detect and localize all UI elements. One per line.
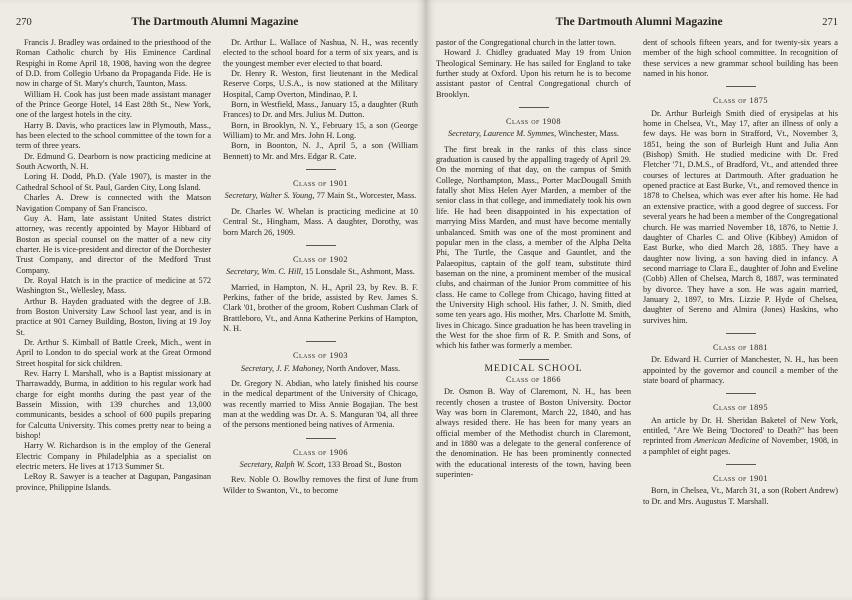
news-item: pastor of the Congregational church in the latter town. bbox=[436, 38, 616, 47]
right-running-head bbox=[436, 16, 838, 38]
right-col-2 bbox=[643, 38, 838, 507]
news-item: Dr. Royal Hatch is in the practice of medicine at 572 Washington St., Wellesley, Mass. bbox=[16, 275, 211, 296]
section-divider bbox=[306, 169, 336, 170]
news-item: Rev. Harry I. Marshall, who is a Baptist missionary at Tharrawaddy, Burma, in addition to his regular work had charge for eight months during the past year of the Bassein Mission, with 139 churches and 13,000 communicants, besides a school of 600 pupils preparing for Calcutta University. This comes pretty near to being a bishop! bbox=[16, 369, 211, 441]
medical-school-heading: MEDICAL SCHOOL bbox=[484, 362, 583, 374]
left-running-title: The Dartmouth Alumni Magazine bbox=[131, 16, 299, 28]
class-secretary-1906: Secretary, Ralph W. Scott, 133 Broad St., Boston bbox=[239, 460, 402, 469]
class-secretary-1902: Secretary, Wm. C. Hill, 15 Lonsdale St., Ashmont, Mass. bbox=[226, 267, 415, 277]
news-item: Harry W. Richardson is in the employ of the General Electric Company in Philadelphia as a specialist on electric meters. He lives at 1713 Summer St. bbox=[16, 441, 211, 472]
section-divider bbox=[519, 359, 549, 360]
section-divider bbox=[726, 464, 756, 465]
news-item: Born, in Chelsea, Vt., March 31, a son (Robert Andrew) to Dr. and Mrs. Augustus T. Marshall. bbox=[643, 486, 838, 506]
news-item: Born, in Boonton, N. J., April 5, a son (William Bennett) to Mr. and Mrs. Edgar R. Cate. bbox=[223, 141, 418, 161]
class-secretary-1908: Secretary, Laurence M. Symmes, Winchester, Mass. bbox=[448, 129, 619, 139]
news-item: Rev. Noble O. Bowlby removes the first of June from Wilder to Swanton, Vt., to become bbox=[223, 475, 418, 495]
news-item: Dr. Edward H. Currier of Manchester, N. H., has been appointed by the governor and council a member of the state board of pharmacy. bbox=[643, 355, 838, 385]
class-heading-1903: Class of 1903 bbox=[292, 351, 349, 361]
left-running-head bbox=[16, 16, 418, 38]
right-columns bbox=[436, 38, 838, 507]
class-heading-1881: Class of 1881 bbox=[712, 342, 769, 352]
section-divider bbox=[726, 333, 756, 334]
right-running-title: The Dartmouth Alumni Magazine bbox=[555, 16, 723, 28]
news-item: Born, in Brooklyn, N. Y., February 15, a son (George William) to Mr. and Mrs. John H. Long. bbox=[223, 120, 418, 141]
news-item: Dr. Charles W. Whelan is practicing medicine at 10 Central St., Hingham, Mass. A daughter, Dorothy, was born March 26, 1909. bbox=[223, 206, 418, 237]
right-col-1 bbox=[436, 38, 631, 507]
section-divider bbox=[726, 86, 756, 87]
class-heading-1875: Class of 1875 bbox=[712, 96, 769, 106]
news-item: Married, in Hampton, N. H., April 23, by Rev. B. F. Perkins, father of the bride, assisted by Rev. James S. Clark '01, brother of the groom, Robert Cushman Clark of Brattleboro, Vt., and Anna Katherine Perkins of Hampton, N. H. bbox=[223, 282, 418, 333]
news-item: Dr. Edmund G. Dearborn is now practicing medicine at South Acworth, N. H. bbox=[16, 151, 211, 172]
news-item: William H. Cook has just been made assistant manager of the Prince George Hotel, 14 East 28th St., New York, one of the largest hotels in the city. bbox=[16, 89, 211, 120]
left-col-2 bbox=[223, 38, 418, 496]
right-page-number: 271 bbox=[822, 17, 838, 28]
section-divider bbox=[306, 245, 336, 246]
left-page-number: 270 bbox=[16, 17, 32, 28]
class-heading-1901-medical: Class of 1901 bbox=[712, 474, 769, 484]
right-page bbox=[426, 0, 852, 600]
news-item: Arthur B. Hayden graduated with the degree of J.B. from Boston University Law School last year, and is in practice at 901 Carney Building, Boston, living at 19 Joy St. bbox=[16, 296, 211, 337]
news-item: Born, in Westfield, Mass., January 15, a daughter (Ruth Frances) to Dr. and Mrs. Julius M. Dutton. bbox=[223, 100, 418, 120]
class-heading-1902: Class of 1902 bbox=[292, 254, 349, 264]
news-item: Harry B. Davis, who practices law in Plymouth, Mass., has been elected to the school committee of the town for a term of three years. bbox=[16, 120, 211, 151]
news-item: Charles A. Drew is connected with the Matson Navigation Company of San Francisco. bbox=[16, 193, 211, 213]
left-columns bbox=[16, 38, 418, 496]
class-heading-1906: Class of 1906 bbox=[292, 447, 349, 457]
news-item: Dr. Gregory N. Abdian, who lately finished his course in the medical department of the University of Chicago, was recently married to Miss Annie Bogajian. The best man at the wedding was Dr. A. S. Manguran '04, all three of the persons mentioned being natives of Armenia. bbox=[223, 378, 418, 430]
news-item: Dr. Henry R. Weston, first lieutenant in the Medical Reserve Corps, U.S.A., is now stationed at the Military Hospital, Camp Overton, Mindinao, P. I. bbox=[223, 69, 418, 99]
news-item: Dr. Arthur S. Kimball of Battle Creek, Mich., went in April to London to do special work at the Great Ormond Street hospital for sick children. bbox=[16, 337, 211, 368]
news-item: Dr. Osmon B. Way of Claremont, N. H., has been recently chosen a trustee of Boston University. Doctor Way was born in Claremont, March 22, 1840, and has always resided there. He has been for many years an official member of the Methodist church in Claremont, and in 1880 was a delegate to the general conference of the denomination. He has been prominently connected with the educational interests of the town, having been superinten- bbox=[436, 387, 631, 480]
class-secretary-1901: Secretary, Walter S. Young, 77 Main St., Worcester, Mass. bbox=[224, 191, 417, 201]
left-col-1 bbox=[16, 38, 211, 496]
news-item: Dr. Arthur Burleigh Smith died of erysipelas at his home in Chelsea, Vt., May 17, after an illness of only a few days. He was born in Strafford, Vt., November 3, 1851, being the son of Burleigh Hunt and Julia Ann (Bishop) Smith. He studied medicine with Dr. Fred Fletcher '71, D.M.S., of Bradford, Vt., and attended three courses of lectures at Dartmouth. After graduation he opened practice at East Burke, Vt., and removed thence in 1878 to Chelsea, which was ever after his home. He had an extensive practice, with a good degree of success. For several years he had been a member of the Congregational church. He was married November 18, 1876, to Nettie J. daughter of Charles C. and Olive (Kibbey) Amidon of East Burke, who died March 28, 1885. They have a daughter now living, a son having died in infancy. A second marriage to Clara E., daughter of John and Eveline (Cobb) Allen of Chelsea, March 8, 1887, was terminated by divorce. They have a son. He was again married, January 2, 1897, to Mrs. Lizzie P. Hyde of Chelsea, daughter of Sereno and Almira (Jones) Haskins, who survives him. bbox=[643, 108, 838, 325]
class-heading-1895: Class of 1895 bbox=[712, 403, 769, 413]
news-item: Francis J. Bradley was ordained to the priesthood of the Roman Catholic church by His Eminence Cardinal Respighi in Rome April 18, 1908, having won the degree of D.D. from Collegio Urbano da Propaganda Fide. He is now in charge of St. Mary's church, Taunton, Mass. bbox=[16, 38, 211, 89]
news-item: An article by Dr. H. Sheridan Baketel of New York, entitled, "Are We Being 'Doctored' to Death?" has been reprinted from American Medicine of November, 1908, in a pamphlet of eight pages. bbox=[643, 415, 838, 456]
news-item: LeRoy R. Sawyer is a teacher at Dagupan, Pangasinan province, Philippine Islands. bbox=[16, 472, 211, 492]
class-heading-1866: Class of 1866 bbox=[505, 374, 562, 384]
section-divider bbox=[519, 107, 549, 108]
class-heading-1908: Class of 1908 bbox=[505, 117, 562, 127]
class-heading-1901: Class of 1901 bbox=[292, 179, 349, 189]
section-divider bbox=[306, 341, 336, 342]
class-secretary-1903: Secretary, J. F. Mahoney, North Andover, Mass. bbox=[240, 363, 401, 373]
section-divider bbox=[726, 393, 756, 394]
news-item: Howard J. Chidley graduated May 19 from Union Theological Seminary. He has sailed for England to take further study at Oxford. Upon his return he is to become assistant pastor of Central Congregational church of Brooklyn. bbox=[436, 48, 631, 99]
news-item: Guy A. Ham, late assistant United States district attorney, was recently appointed by Mayor Hibbard of Boston as special counsel on the matter of a new city charter. He is vice-president and director of the Dorchester Trust Company, and director of the Medford Trust Company. bbox=[16, 213, 211, 275]
section-divider bbox=[306, 438, 336, 439]
news-item: Dr. Arthur L. Wallace of Nashua, N. H., was recently elected to the school board for a term of six years, and is the youngest member ever elected to that board. bbox=[223, 38, 418, 68]
news-item: The first break in the ranks of this class since graduation is caused by the appalling tragedy of April 29. On the morning of that day, on the campus of Smith College, Northampton, Mass., Porter MacDougall Smith fatally shot Miss Helen Ayer Marden, a member of the senior class in that college, and immediately took his own life. He had been disappointed in his expectation of marrying Miss Marden, and must have become mentally unbalanced. Smith was one of the most prominent and popular men in the class, a member of the Alpha Delta Phi, The Turtle, the Casque and Gauntlet, and the Palaeopitus, captain of the golf team, substitute third baseman on the nine, a prominent member of the musical clubs, and chairman of the Junior Prom committee of his class. He came to College from Chicago, having fitted at the University High school. His father, J. N. Smith, died some ten years ago. His mother, Mrs. Charlotte M. Smith, lives in Chicago. Since graduation he has been traveling in the West for the shoe firm of R. P. Smith and Sons, of which his father was formerly a member. bbox=[436, 144, 631, 351]
news-item: Loring H. Dodd, Ph.D. (Yale 1907), is master in the Cathedral School of St. Paul, Garden City, Long Island. bbox=[16, 172, 211, 192]
news-item: dent of schools fifteen years, and for twenty-six years a member of the high school committee. In recognition of these services a new grammar school building has been named in his honor. bbox=[643, 38, 838, 79]
